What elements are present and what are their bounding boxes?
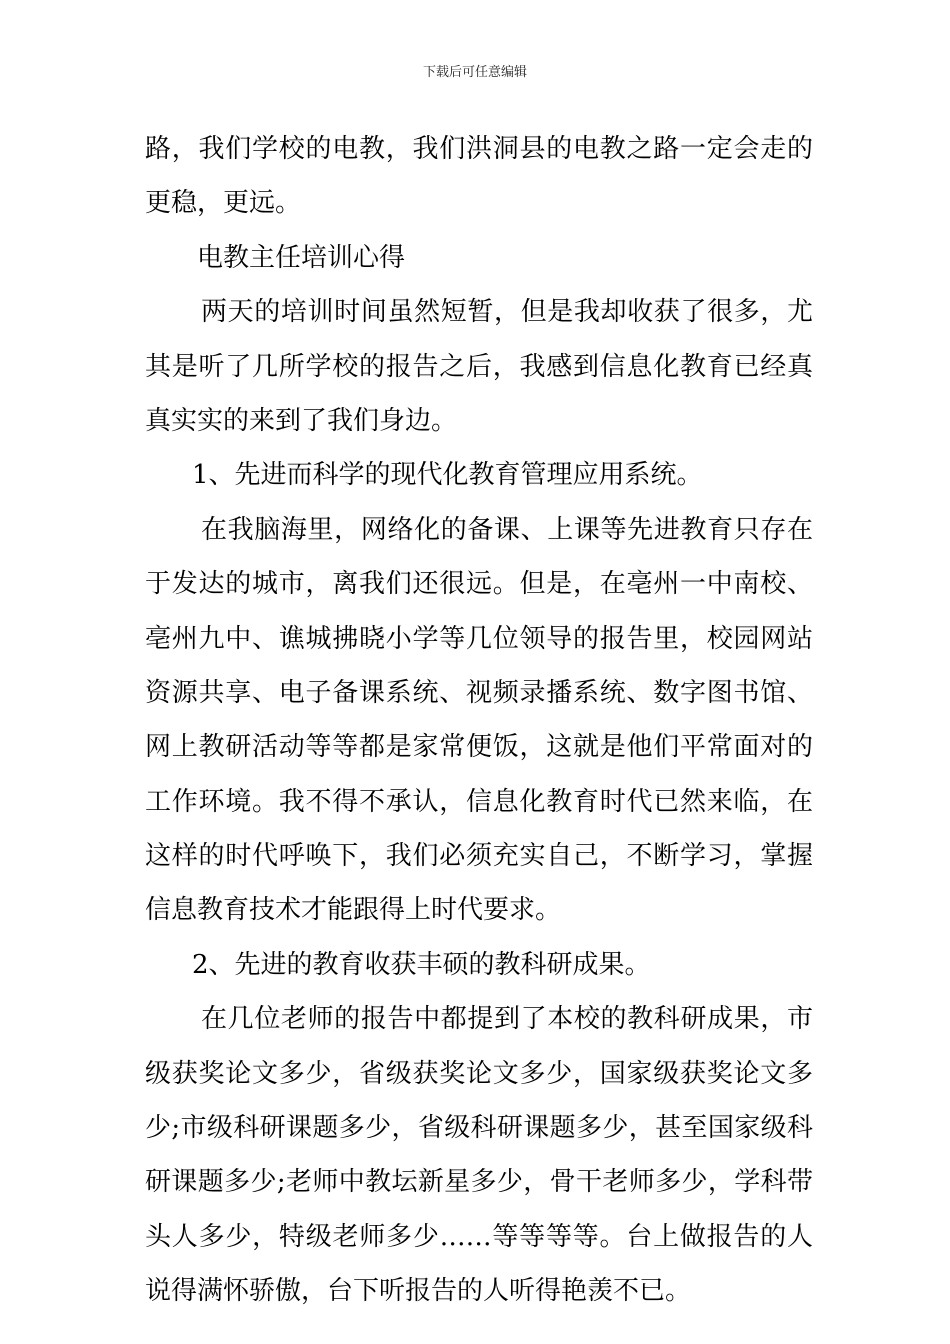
text-line: 说得满怀骄傲，台下听报告的人听得艳羡不已。 [145,1276,692,1307]
text-line: 真实实的来到了我们身边。 [145,405,458,436]
document-body [145,122,813,1319]
text-line: 其是听了几所学校的报告之后，我感到信息化教育已经真 [145,351,813,382]
text-line: 研课题多少;老师中教坛新星多少，骨干老师多少，学科带 [145,1167,813,1198]
text-line: 于发达的城市，离我们还很远。但是，在亳州一中南校、 [145,569,813,600]
text-line: 两天的培训时间虽然短暂，但是我却收获了很多，尤 [201,297,813,328]
text-line: 级获奖论文多少，省级获奖论文多少，国家级获奖论文多 [145,1058,813,1089]
numbered-point [145,448,813,502]
text-line: 在几位老师的报告中都提到了本校的教科研成果，市 [201,1004,813,1035]
paragraph-continuation [145,122,813,231]
text-line: 少;市级科研课题多少，省级科研课题多少，甚至国家级科 [145,1113,813,1144]
text-line: 网上教研活动等等都是家常便饭，这就是他们平常面对的 [145,732,813,763]
paragraph [145,992,813,1318]
text-line: 信息教育技术才能跟得上时代要求。 [145,895,562,926]
text-line: 亳州九中、谯城拂晓小学等几位领导的报告里，校园网站 [145,623,813,654]
page-header: 下载后可任意编辑 [422,65,527,80]
numbered-point [145,938,813,992]
text-line: 这样的时代呼唤下，我们必须充实自己，不断学习，掌握 [145,841,813,872]
text-line: 资源共享、电子备课系统、视频录播系统、数字图书馆、 [145,677,813,708]
text-line: 更稳，更远。 [145,188,302,219]
heading-text: 电教主任培训心得 [197,242,406,273]
text-line: 路，我们学校的电教，我们洪洞县的电教之路一定会走的 [145,134,813,164]
text-line: 在我脑海里，网络化的备课、上课等先进教育只存在 [201,514,813,545]
paragraph [145,285,813,448]
numbered-point-text: 1、先进而科学的现代化教育管理应用系统。 [192,460,703,491]
text-line: 工作环境。我不得不承认，信息化教育时代已然来临，在 [145,786,813,817]
section-heading [145,231,813,285]
paragraph [145,503,813,938]
text-line: 头人多少，特级老师多少……等等等等。台上做报告的人 [145,1221,813,1252]
numbered-point-text: 2、先进的教育收获丰硕的教科研成果。 [192,949,651,980]
